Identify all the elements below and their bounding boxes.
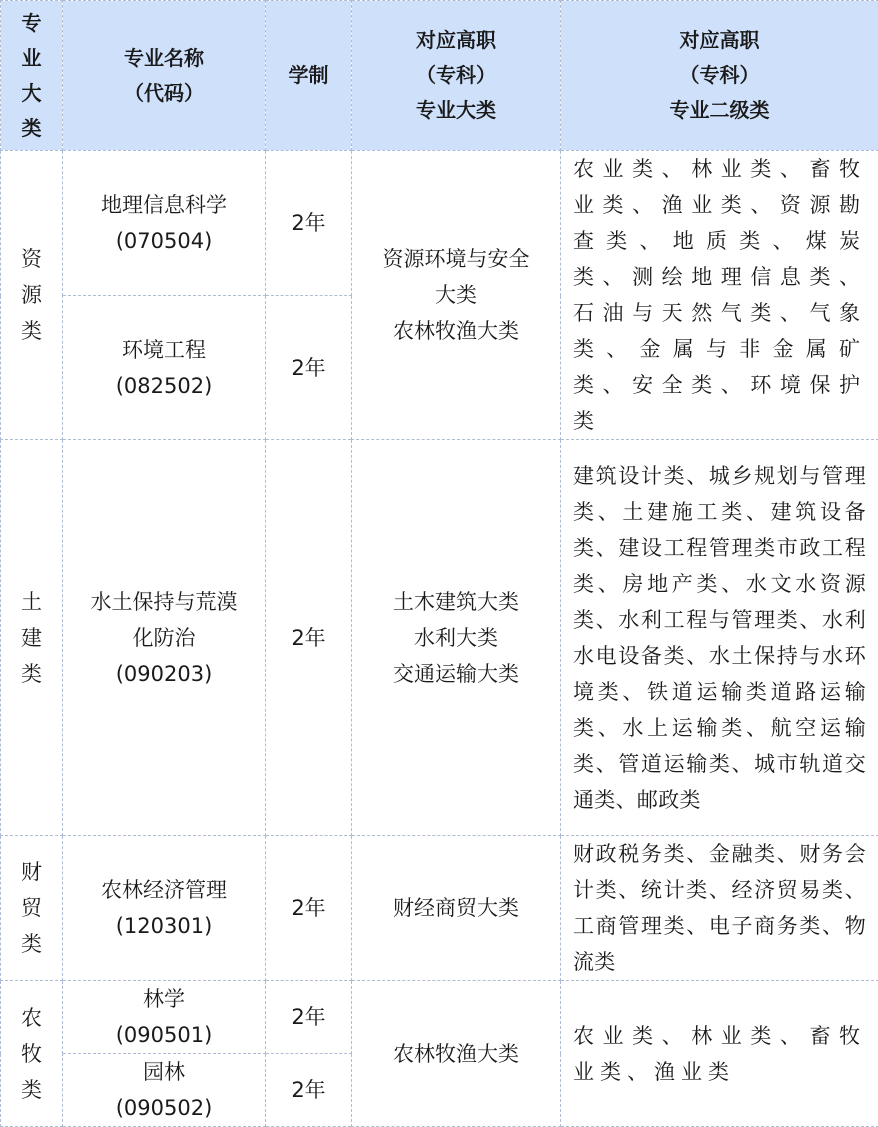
- header-major-name: 专业名称 （代码）: [63, 1, 266, 151]
- major-name-cell: 环境工程 (082502): [63, 296, 266, 440]
- table-row: [1, 836, 878, 981]
- table-row: [1, 440, 878, 836]
- duration-cell: 2年: [266, 981, 352, 1054]
- major-name-cell: 水土保持与荒漠 化防治 (090203): [63, 440, 266, 836]
- category-cell: 资 源 类: [1, 151, 63, 440]
- header-duration: 学制: [266, 1, 352, 151]
- hv-category-cell: 财经商贸大类: [352, 836, 561, 981]
- table-row: [1, 151, 878, 296]
- major-name-cell: 农林经济管理 (120301): [63, 836, 266, 981]
- duration-cell: 2年: [266, 1054, 352, 1127]
- category-cell: 农 牧 类: [1, 981, 63, 1127]
- header-row: [1, 1, 878, 151]
- header-hv-subcategory: 对应高职 （专科） 专业二级类: [561, 1, 878, 151]
- category-cell: 财 贸 类: [1, 836, 63, 981]
- hv-subcategory-cell: 财政税务类、金融类、财务会计类、统计类、经济贸易类、工商管理类、电子商务类、物流类: [561, 836, 878, 981]
- duration-cell: 2年: [266, 151, 352, 296]
- hv-category-cell: 土木建筑大类 水利大类 交通运输大类: [352, 440, 561, 836]
- category-cell: 土 建 类: [1, 440, 63, 836]
- hv-subcategory-cell: 农业类、林业类、畜牧业类、渔业类、资源勘查类、地质类、煤炭类、测绘地理信息类、石油与天然气类、气象类、金属与非金属矿类、安全类、环境保护类: [561, 151, 878, 440]
- header-category: 专 业 大 类: [1, 1, 63, 151]
- hv-subcategory-cell: 建筑设计类、城乡规划与管理类、土建施工类、建筑设备类、建设工程管理类市政工程类、房地产类、水文水资源类、水利工程与管理类、水利水电设备类、水土保持与水环境类、铁道运输类道路运输类、水上运输类、航空运输类、管道运输类、城市轨道交通类、邮政类: [561, 440, 878, 836]
- duration-cell: 2年: [266, 440, 352, 836]
- hv-category-cell: 农林牧渔大类: [352, 981, 561, 1127]
- major-name-cell: 园林 (090502): [63, 1054, 266, 1127]
- duration-cell: 2年: [266, 296, 352, 440]
- table-row: [1, 981, 878, 1054]
- major-name-cell: 林学 (090501): [63, 981, 266, 1054]
- hv-subcategory-cell: 农业类、林业类、畜牧业类、渔业类: [561, 981, 878, 1127]
- hv-category-cell: 资源环境与安全 大类 农林牧渔大类: [352, 151, 561, 440]
- header-hv-category: 对应高职 （专科） 专业大类: [352, 1, 561, 151]
- major-name-cell: 地理信息科学 (070504): [63, 151, 266, 296]
- duration-cell: 2年: [266, 836, 352, 981]
